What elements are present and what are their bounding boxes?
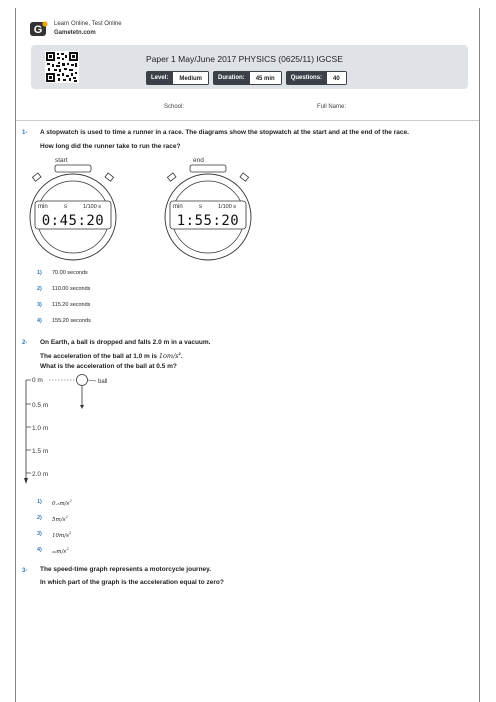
q2-option-2-value: 5m/s — [52, 516, 66, 523]
stopwatch-end-unit-frac: 1/100 s — [218, 204, 237, 210]
q1-option-4-text[interactable]: 155.20 seconds — [52, 318, 91, 324]
paper-badges — [146, 71, 347, 85]
falling-ball-figure — [22, 374, 132, 486]
stopwatch-start-unit-s: s — [64, 204, 67, 210]
q3-text-line2: In which part of the graph is the acceleration equal to zero? — [40, 579, 224, 586]
q1-start-label: start — [55, 157, 68, 164]
q2-option-4-text[interactable]: ₂₀m/$s^2$ — [52, 546, 69, 555]
q2-option-4-number[interactable]: 4) — [37, 547, 42, 553]
q3-text-line1: The speed-time graph represents a motorcycle journey. — [40, 566, 212, 573]
scale-label-1-0: 1.0 m — [32, 425, 49, 432]
paper-header — [31, 45, 468, 89]
ball-circle — [77, 375, 88, 386]
header-divider — [16, 120, 479, 121]
q1-option-4-number[interactable]: 4) — [37, 318, 42, 324]
page-border-left — [15, 8, 16, 702]
level-value: Medium — [173, 71, 209, 85]
q1-end-label: end — [193, 157, 204, 164]
qr-code-icon — [45, 51, 79, 83]
q2-number: 2- — [22, 340, 28, 346]
scale-label-0-5: 0.5 m — [32, 402, 49, 409]
q2-option-3-value: 10m/s — [52, 532, 69, 539]
q1-text-line2: How long did the runner take to run the race? — [40, 143, 181, 150]
q2-option-1-text[interactable]: $0._5m/s^2$ — [52, 498, 72, 507]
q2-option-3-number[interactable]: 3) — [37, 531, 42, 537]
stopwatch-end-figure — [160, 165, 256, 261]
fall-arrow-head — [80, 405, 84, 409]
duration-badge — [213, 71, 282, 85]
q1-option-1-text[interactable]: 70.00 seconds — [52, 270, 88, 276]
brand-site: Gametetn.com — [54, 30, 96, 36]
level-badge — [146, 71, 209, 85]
stopwatch-end-display: 1:55:20 — [176, 213, 240, 229]
q2-text-line1: On Earth, a ball is dropped and falls 2.0 m in a vacuum. — [40, 339, 211, 346]
stopwatch-end-crown — [190, 165, 226, 172]
stopwatch-start-button-right — [105, 173, 114, 181]
stopwatch-end-unit-min: min — [173, 204, 183, 210]
q2-option-4-value: ₂₀m/s — [52, 548, 67, 555]
stopwatch-start-unit-min: min — [38, 204, 48, 210]
q3-number: 3- — [22, 568, 28, 574]
q2-text-line2-math: 1om/s — [158, 352, 179, 361]
paper-title: Paper 1 May/June 2017 PHYSICS (0625/11) IGCSE — [146, 54, 343, 64]
page-border-right — [479, 8, 480, 702]
q1-option-2-number[interactable]: 2) — [37, 286, 42, 292]
scale-label-1-5: 1.5 m — [32, 448, 49, 455]
q1-text-line1: A stopwatch is used to time a runner in a race. The diagrams show the stopwatch at the start and at the end of the race. — [40, 129, 409, 136]
stopwatch-end-button-left — [167, 173, 176, 181]
scale-label-2-0: 2.0 m — [32, 471, 49, 478]
brand-tagline: Learn Online, Test Online — [54, 21, 122, 27]
brand[interactable] — [30, 20, 122, 38]
q1-option-1-number[interactable]: 1) — [37, 270, 42, 276]
q2-text-line2: The acceleration of the ball at 1.0 m is $1om/s^2$. — [40, 351, 183, 361]
q2-option-2-text[interactable]: $5m/s^2$ — [52, 514, 68, 523]
gametetn-logo-icon — [30, 20, 48, 38]
q2-option-1-value: 0.₅m/s — [52, 500, 70, 507]
duration-key: Duration: — [213, 71, 250, 85]
questions-value: 40 — [327, 71, 347, 85]
q1-option-2-text[interactable]: 110.00 seconds — [52, 286, 91, 292]
duration-value: 45 min — [250, 71, 282, 85]
svg-text:G: G — [33, 24, 43, 36]
stopwatch-start-unit-frac: 1/100 s — [83, 204, 102, 210]
q1-option-3-number[interactable]: 3) — [37, 302, 42, 308]
q2-option-2-number[interactable]: 2) — [37, 515, 42, 521]
ball-label-leader — [88, 380, 96, 381]
q2-text-line3: What is the acceleration of the ball at 0.5 m? — [40, 363, 177, 370]
q1-number: 1- — [22, 130, 28, 136]
questions-badge — [286, 71, 347, 85]
stopwatch-end-button-right — [240, 173, 249, 181]
q2-option-3-text[interactable]: $10m/s^2$ — [52, 530, 72, 539]
ball-label: ball — [98, 379, 108, 385]
stopwatch-start-button-left — [32, 173, 41, 181]
stopwatch-start-display: 0:45:20 — [41, 213, 105, 229]
q2-text-line2-post: . — [180, 353, 183, 361]
stopwatch-end-unit-s: s — [199, 204, 202, 210]
level-key: Level: — [146, 71, 173, 85]
full-name-label: Full Name: — [317, 104, 347, 110]
stopwatch-start-figure — [25, 165, 121, 261]
q2-text-line2-pre: The acceleration of the ball at 1.0 m is — [40, 353, 159, 361]
school-label: School: — [164, 104, 185, 110]
q1-option-3-text[interactable]: 115.20 seconds — [52, 302, 91, 308]
scale-arrow — [24, 478, 28, 484]
questions-key: Questions: — [286, 71, 327, 85]
q2-option-1-number[interactable]: 1) — [37, 499, 42, 505]
scale-label-0: 0 m — [32, 377, 43, 384]
stopwatch-start-crown — [55, 165, 91, 172]
